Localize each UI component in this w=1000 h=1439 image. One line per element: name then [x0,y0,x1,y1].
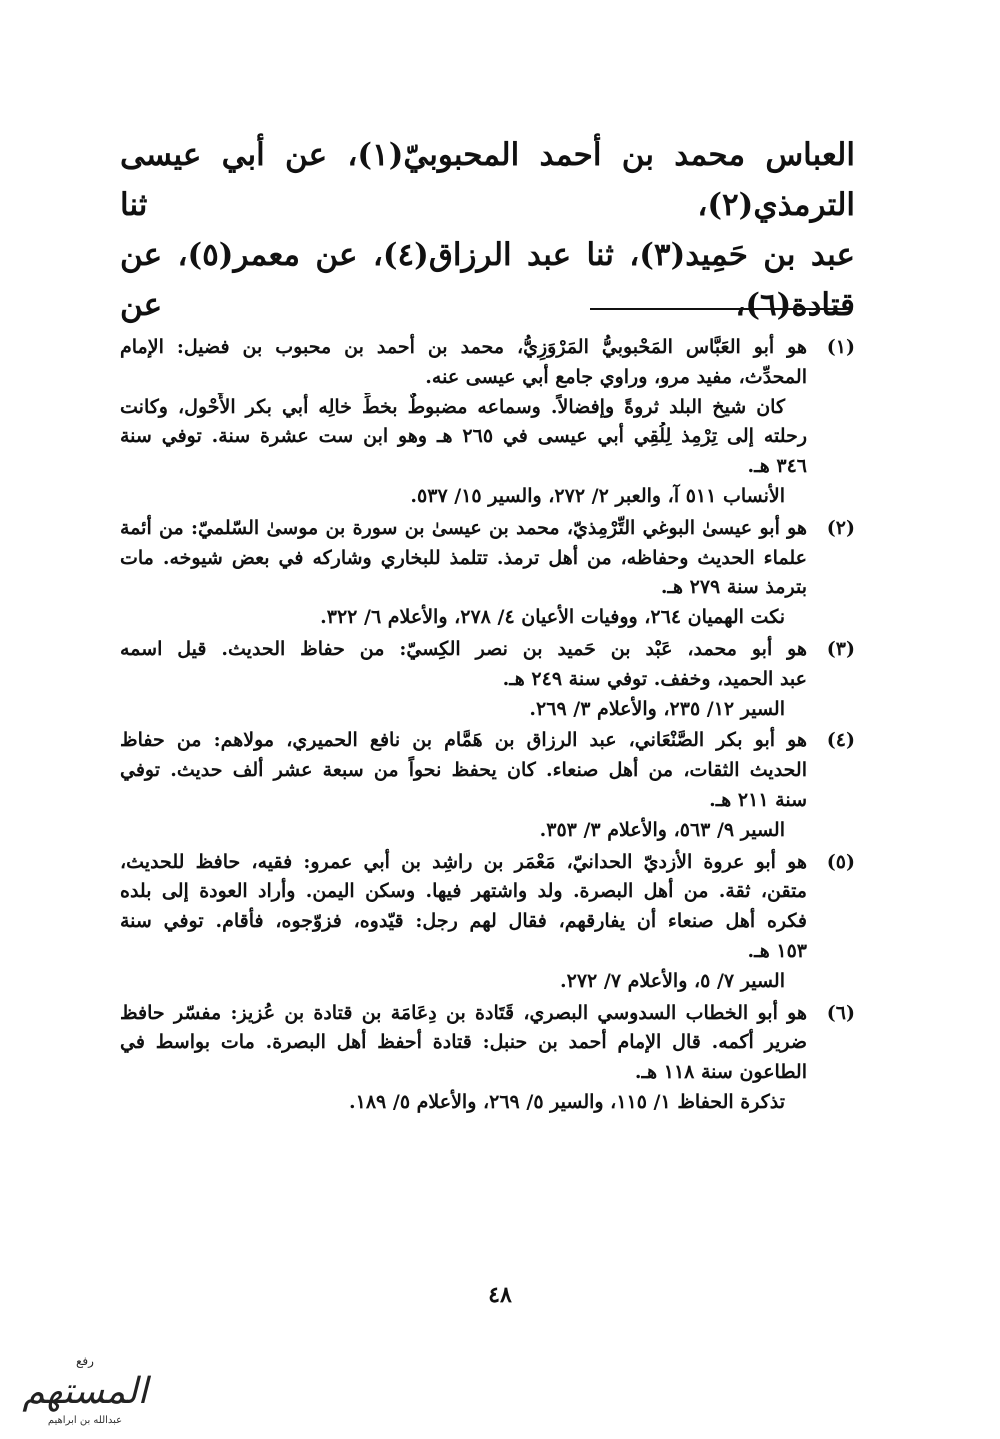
footnote-line: رحلته إلى تِرْمِذ لِلُقِي أبي عيسى في ٢٦٥ هـ وهو ابن ست عشرة سنة. توفي سنة [120,425,807,448]
footnote-number: (٢) [826,516,855,539]
footnote-line: سنة ٢١١ هـ. [709,788,807,811]
footnote-source: السير ١٢/ ٢٣٥، والأعلام ٣/ ٢٦٩. [529,697,785,720]
footnotes [120,333,855,1120]
footnote-line: متقن، ثقة. من أهل البصرة. ولد واشتهر فيها. وسكن اليمن. وأراد العودة إلى بلده [120,880,807,903]
footnote-source: تذكرة الحفاظ ١/ ١١٥، والسير ٥/ ٢٦٩، والأعلام ٥/ ١٨٩. [349,1090,785,1113]
footnote-line: ٣٤٦ هـ. [747,455,807,478]
footnote-line: الطاعون سنة ١١٨ هـ. [634,1061,807,1084]
library-stamp-logo [10,1345,160,1430]
footnote-line: هو أبو عروة الأزديّ الحدانيّ، مَعْمَر بن راشِد بن أبي عمرو: فقيه، حافظ للحديث، [120,850,807,873]
footnote-number: (٥) [826,850,855,873]
footnote-line: هو أبو الخطاب السدوسي البصري، قَتَادة بن دِعَامَة بن قتادة بن عُزيز: مفسّر حافظ [120,1001,807,1024]
footnote-source: الأنساب ٥١١ آ، والعبر ٢/ ٢٧٢، والسير ١٥/ ٥٣٧. [410,484,785,507]
footnote-source: السير ٧/ ٥، والأعلام ٧/ ٢٧٢. [560,969,785,992]
main-text [120,130,855,330]
footnote-1 [120,333,855,512]
main-text-line: العباس محمد بن أحمد المحبوبيّ(١)، عن أبي عيسى الترمذي(٢)، ثنا [120,137,855,223]
footnote-line: هو أبو عيسىٰ البوغي التِّرْمِذيّ، محمد بن عيسىٰ بن سورة بن موسىٰ السّلميّ: من أئمة [120,516,807,539]
footnote-3 [120,635,855,724]
footnote-line: الحديث الثقات، من أهل صنعاء. كان يحفظ نحواً من سبعة عشر ألف حديث. توفي [120,759,807,782]
footnote-line: بترمذ سنة ٢٧٩ هـ. [660,576,807,599]
footnote-6 [120,999,855,1118]
footnote-line: ١٥٣ هـ. [747,939,807,962]
footnote-2 [120,514,855,633]
footnote-number: (٦) [826,1001,855,1024]
stamp-bottom-text: عبدالله بن ابراهيم [47,1415,123,1426]
footnote-line: هو أبو العَبَّاس المَحْبوبيُّ المَرْوَزِيُّ، محمد بن أحمد بن محبوب بن فضيل: الإمام [120,336,807,358]
footnote-line: كان شيخ البلد ثروةً وإفضالاً. وسماعه مضبوطٌ بخطِّ خالِه أبي بكر الأَحْول، وكانت [120,395,785,418]
footnote-line: هو أبو بكر الصَّنْعَاني، عبد الرزاق بن هَمَّام بن نافع الحميري، مولاهم: من حفاظ [120,729,807,752]
footnote-line: عبد الحميد، وخفف. توفي سنة ٢٤٩ هـ. [502,667,807,690]
footnote-4 [120,726,855,845]
footnote-line: هو أبو محمد، عَبْد بن حَميد بن نصر الكِسيّ: من حفاظ الحديث. قيل اسمه [120,637,807,660]
stamp-top-text: رفع [76,1354,94,1368]
footnote-line: فكره أهل صنعاء أن يفارقهم، فقال لهم رجل: قيّدوه، فزوّجوه، فأقام. توفي سنة [120,910,807,933]
footnote-source: نكت الهميان ٢٦٤، ووفيات الأعيان ٤/ ٢٧٨، والأعلام ٦/ ٣٢٢. [320,606,785,629]
page-number: ٤٨ [488,1282,512,1308]
footnote-5 [120,848,855,997]
footnote-separator [590,308,848,310]
stamp-icon [10,1345,160,1430]
footnote-line: علماء الحديث وحفاظه، من أهل ترمذ. تتلمذ للبخاري وشاركه في بعض شيوخه. مات [120,546,807,569]
footnote-number: (٣) [826,637,855,660]
main-text-line: عبد بن حَمِيد(٣)، ثنا عبد الرزاق(٤)، عن معمر(٥)، عن قتادة(٦)، عن [120,237,856,323]
footnote-line: المحدِّث، مفيد مرو، وراوي جامع أبي عيسى عنه. [425,365,807,388]
stamp-main-text: المستهم [22,1371,148,1412]
footnote-number: (١) [826,336,855,358]
footnote-number: (٤) [826,729,855,752]
footnote-line: ضرير أكمه. قال الإمام أحمد بن حنبل: قتادة أحفظ أهل البصرة. مات بواسط في [120,1031,807,1054]
footnote-source: السير ٩/ ٥٦٣، والأعلام ٣/ ٣٥٣. [539,818,785,841]
